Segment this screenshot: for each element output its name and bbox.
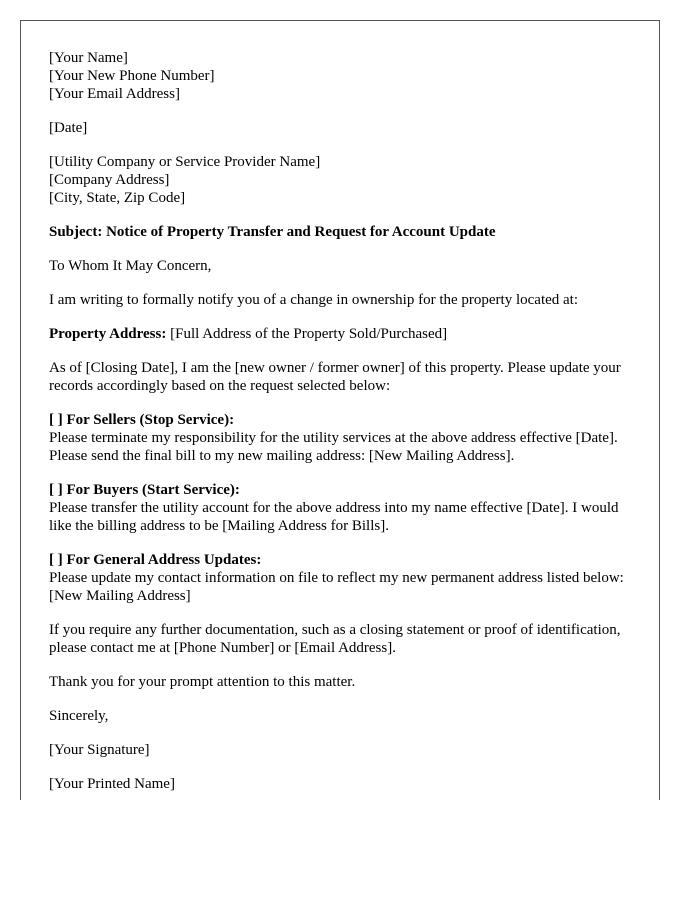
recipient-company: [Utility Company or Service Provider Name] (49, 154, 321, 170)
recipient-block (49, 153, 635, 207)
property-address (49, 325, 635, 343)
sender-phone: [Your New Phone Number] (49, 68, 215, 84)
sender-email: [Your Email Address] (49, 86, 180, 102)
letter-body (49, 49, 635, 800)
as-of-paragraph: As of [Closing Date], I am the [new owner / former owner] of this property. Please update your records accordingly based on the request selected below: (49, 360, 621, 394)
option-sellers (49, 411, 635, 465)
documentation-paragraph: If you require any further documentation, such as a closing statement or proof of identification, please contact me at [Phone Number] or [Email Address]. (49, 622, 621, 656)
option-address-update (49, 551, 635, 605)
sender-block (49, 49, 635, 103)
signature: [Your Signature] (49, 742, 150, 758)
thanks-paragraph: Thank you for your prompt attention to this matter. (49, 674, 356, 690)
option-buyers (49, 481, 635, 535)
option-buyers-text: Please transfer the utility account for the above address into my name effective [Date]. I would like the billing address to be [Mailing Address for Bills]. (49, 500, 619, 534)
property-address-label: Property Address: (49, 326, 167, 342)
letter-subject: Subject: Notice of Property Transfer and Request for Account Update (49, 224, 496, 240)
salutation: To Whom It May Concern, (49, 258, 212, 274)
option-address-update-heading: [ ] For General Address Updates: (49, 552, 262, 568)
property-address-value: [Full Address of the Property Sold/Purchased] (166, 326, 448, 342)
option-address-update-extra: [New Mailing Address] (49, 588, 191, 604)
closing: Sincerely, (49, 708, 109, 724)
option-sellers-heading: [ ] For Sellers (Stop Service): (49, 412, 235, 428)
sender-name: [Your Name] (49, 50, 128, 66)
letter-page (20, 20, 660, 800)
intro-paragraph: I am writing to formally notify you of a change in ownership for the property located at: (49, 292, 579, 308)
option-address-update-text: Please update my contact information on file to reflect my new permanent address listed below: (49, 570, 624, 586)
printed-name: [Your Printed Name] (49, 776, 175, 792)
letter-date: [Date] (49, 120, 88, 136)
option-sellers-text: Please terminate my responsibility for the utility services at the above address effective [Date]. Please send the final bill to my new mailing address: [New Mailing Address]. (49, 430, 618, 464)
recipient-city-state-zip: [City, State, Zip Code] (49, 190, 186, 206)
option-buyers-heading: [ ] For Buyers (Start Service): (49, 482, 240, 498)
recipient-address: [Company Address] (49, 172, 170, 188)
